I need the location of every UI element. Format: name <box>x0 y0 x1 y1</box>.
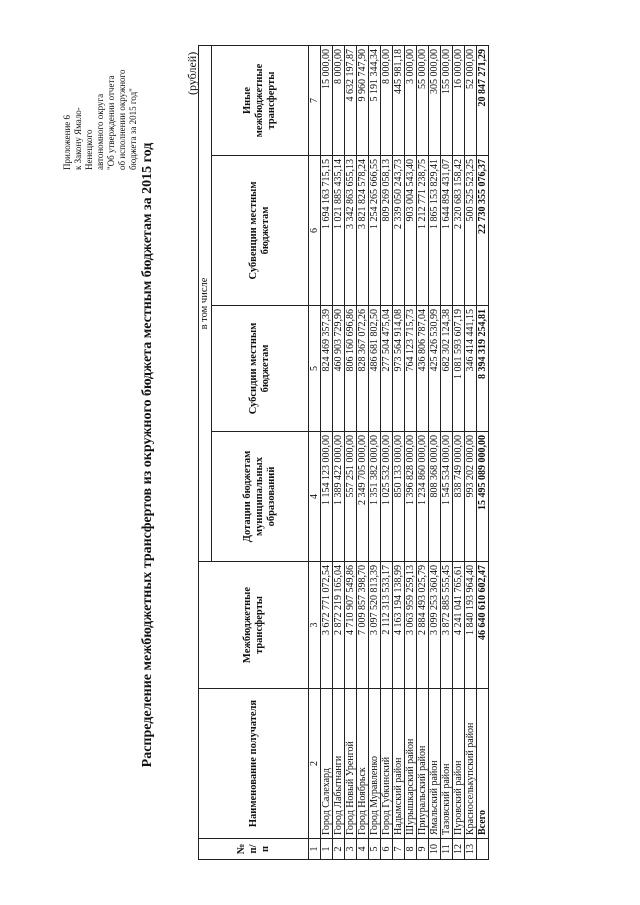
dotacii-value: 1 389 422 000,00 <box>333 432 345 562</box>
transfers-total: 3 872 885 555,45 <box>441 562 453 689</box>
inye-value: 16 000,00 <box>453 46 465 156</box>
appendix-line: Ненецкого <box>84 129 94 170</box>
subvencii-value: 1 021 885 435,14 <box>333 156 345 306</box>
transfers-total: 4 241 041 765,61 <box>453 562 465 689</box>
table-row <box>405 46 417 860</box>
total-label: Всего <box>477 689 489 839</box>
table-row <box>453 46 465 860</box>
dotacii-value: 1 025 532 000,00 <box>381 432 393 562</box>
dotacii-value: 838 749 000,00 <box>453 432 465 562</box>
header-row <box>199 46 212 860</box>
column-number-row <box>309 46 321 860</box>
dotacii-value: 1 545 534 000,00 <box>441 432 453 562</box>
dotacii-value: 993 202 000,00 <box>465 432 477 562</box>
subvencii-value: 500 525 523,25 <box>465 156 477 306</box>
recipient-name: Город Губкинский <box>381 689 393 839</box>
appendix-line: к Закону Ямало- <box>73 107 83 170</box>
header-total: Межбюджетные трансферты <box>199 562 309 689</box>
colnum-cell: 3 <box>309 562 321 689</box>
subvencii-value: 1 694 163 715,15 <box>321 156 333 306</box>
subvencii-value: 2 320 683 158,42 <box>453 156 465 306</box>
inye-value: 3 000,00 <box>405 46 417 156</box>
header-inye: Иные межбюджетные трансферты <box>212 46 309 156</box>
table-row <box>381 46 393 860</box>
recipient-name: Город Салехард <box>321 689 333 839</box>
recipient-name: Надымский район <box>393 689 405 839</box>
inye-value: 4 632 197,87 <box>345 46 357 156</box>
subvencii-value: 903 004 543,40 <box>405 156 417 306</box>
table-row <box>321 46 333 860</box>
inye-value: 15 000,00 <box>321 46 333 156</box>
subvencii-value: 1 254 265 666,55 <box>369 156 381 306</box>
header-subsidii: Субсидии местным бюджетам <box>212 306 309 432</box>
subsidii-value: 425 426 530,99 <box>429 306 441 432</box>
inye-value: 305 000,00 <box>429 46 441 156</box>
subvencii-value: 3 342 863 655,13 <box>345 156 357 306</box>
inye-value: 55 000,00 <box>417 46 429 156</box>
transfers-total: 3 672 771 072,54 <box>321 562 333 689</box>
dotacii-value: 1 396 828 000,00 <box>405 432 417 562</box>
row-number: 10 <box>429 839 441 860</box>
subvencii-value: 809 269 058,13 <box>381 156 393 306</box>
subsidii-value: 346 414 441,15 <box>465 306 477 432</box>
dotacii-value: 1 154 123 000,00 <box>321 432 333 562</box>
transfers-total: 2 884 493 025,79 <box>417 562 429 689</box>
subvencii-value: 1 865 153 829,41 <box>429 156 441 306</box>
total-sum-cell: 46 640 610 602,47 <box>477 562 489 689</box>
table-row <box>369 46 381 860</box>
recipient-name: Приуральский район <box>417 689 429 839</box>
appendix-note <box>62 10 139 170</box>
transfers-table <box>198 45 489 860</box>
recipient-name: Город Новый Уренгой <box>345 689 357 839</box>
total-idx-cell <box>477 839 489 860</box>
recipient-name: Пуровский район <box>453 689 465 839</box>
header-num: № п/п <box>199 839 309 860</box>
appendix-line: "Об утверждении отчета <box>106 75 116 170</box>
table-row <box>465 46 477 860</box>
row-number: 3 <box>345 839 357 860</box>
recipient-name: Город Лабытнанги <box>333 689 345 839</box>
row-number: 8 <box>405 839 417 860</box>
table-body <box>321 46 477 860</box>
total-dotacii-cell: 15 495 089 000,00 <box>477 432 489 562</box>
recipient-name: Шурышкарский район <box>405 689 417 839</box>
total-subvencii-cell: 22 730 355 076,37 <box>477 156 489 306</box>
transfers-total: 2 872 219 165,04 <box>333 562 345 689</box>
row-number: 12 <box>453 839 465 860</box>
colnum-cell: 2 <box>309 689 321 839</box>
table-row <box>393 46 405 860</box>
table-row <box>333 46 345 860</box>
subsidii-value: 486 681 802,50 <box>369 306 381 432</box>
table-row <box>345 46 357 860</box>
subvencii-value: 1 644 894 431,07 <box>441 156 453 306</box>
subsidii-value: 277 504 475,04 <box>381 306 393 432</box>
header-subvencii: Субвенции местным бюджетам <box>212 156 309 306</box>
dotacii-value: 1 351 382 000,00 <box>369 432 381 562</box>
total-row <box>477 46 489 860</box>
recipient-name: Тазовский район <box>441 689 453 839</box>
total-subsidii-cell: 8 394 319 254,81 <box>477 306 489 432</box>
recipient-name: Красноселькупский район <box>465 689 477 839</box>
row-number: 9 <box>417 839 429 860</box>
inye-value: 52 000,00 <box>465 46 477 156</box>
row-number: 11 <box>441 839 453 860</box>
transfers-total: 1 840 193 964,40 <box>465 562 477 689</box>
subsidii-value: 436 806 787,04 <box>417 306 429 432</box>
subsidii-value: 1 081 593 607,19 <box>453 306 465 432</box>
row-number: 1 <box>321 839 333 860</box>
header-name: Наименование получателя <box>199 689 309 839</box>
dotacii-value: 557 251 000,00 <box>345 432 357 562</box>
subsidii-value: 682 302 124,38 <box>441 306 453 432</box>
recipient-name: Город Муравленко <box>369 689 381 839</box>
subsidii-value: 806 160 696,86 <box>345 306 357 432</box>
row-number: 7 <box>393 839 405 860</box>
subsidii-value: 460 903 729,90 <box>333 306 345 432</box>
row-number: 5 <box>369 839 381 860</box>
row-number: 6 <box>381 839 393 860</box>
subvencii-value: 3 821 824 578,24 <box>357 156 369 306</box>
inye-value: 5 191 344,34 <box>369 46 381 156</box>
colnum-cell: 4 <box>309 432 321 562</box>
colnum-cell: 5 <box>309 306 321 432</box>
dotacii-value: 808 368 000,00 <box>429 432 441 562</box>
row-number: 13 <box>465 839 477 860</box>
dotacii-value: 1 234 860 000,00 <box>417 432 429 562</box>
subsidii-value: 973 564 914,08 <box>393 306 405 432</box>
table-row <box>417 46 429 860</box>
row-number: 2 <box>333 839 345 860</box>
subsidii-value: 764 123 715,73 <box>405 306 417 432</box>
header-incl: в том числе <box>199 46 212 562</box>
inye-value: 155 000,00 <box>441 46 453 156</box>
recipient-name: Ямальский район <box>429 689 441 839</box>
inye-value: 445 981,18 <box>393 46 405 156</box>
dotacii-value: 850 133 000,00 <box>393 432 405 562</box>
header-dotacii: Дотации бюджетам муниципальных образований <box>212 432 309 562</box>
transfers-total: 3 099 253 360,40 <box>429 562 441 689</box>
transfers-total: 4 710 907 549,86 <box>345 562 357 689</box>
inye-value: 9 960 747,90 <box>357 46 369 156</box>
appendix-line: бюджета за 2015 год" <box>128 88 138 170</box>
inye-value: 8 000,00 <box>381 46 393 156</box>
recipient-name: Город Ноябрьск <box>357 689 369 839</box>
colnum-cell: 6 <box>309 156 321 306</box>
units-label: (рублей) <box>185 51 199 95</box>
transfers-total: 4 163 194 138,99 <box>393 562 405 689</box>
table-row <box>441 46 453 860</box>
document-title: Распределение межбюджетных трансфертов из окружного бюджета местным бюджетам за 2015 год <box>140 142 155 768</box>
colnum-cell: 7 <box>309 46 321 156</box>
row-number: 4 <box>357 839 369 860</box>
transfers-total: 2 112 313 533,17 <box>381 562 393 689</box>
colnum-cell: 1 <box>309 839 321 860</box>
inye-value: 8 000,00 <box>333 46 345 156</box>
table-row <box>357 46 369 860</box>
table-row <box>429 46 441 860</box>
transfers-total: 3 097 520 813,39 <box>369 562 381 689</box>
dotacii-value: 2 349 705 000,00 <box>357 432 369 562</box>
total-inye-cell: 20 847 271,29 <box>477 46 489 156</box>
subvencii-value: 2 339 050 243,73 <box>393 156 405 306</box>
transfers-total: 3 063 959 259,13 <box>405 562 417 689</box>
subsidii-value: 828 367 072,26 <box>357 306 369 432</box>
appendix-line: Приложение 6 <box>62 114 72 170</box>
subvencii-value: 1 212 771 238,75 <box>417 156 429 306</box>
appendix-line: автономного округа <box>95 93 105 170</box>
appendix-line: об исполнении окружного <box>117 69 127 170</box>
subsidii-value: 824 469 357,39 <box>321 306 333 432</box>
transfers-total: 7 009 857 398,70 <box>357 562 369 689</box>
